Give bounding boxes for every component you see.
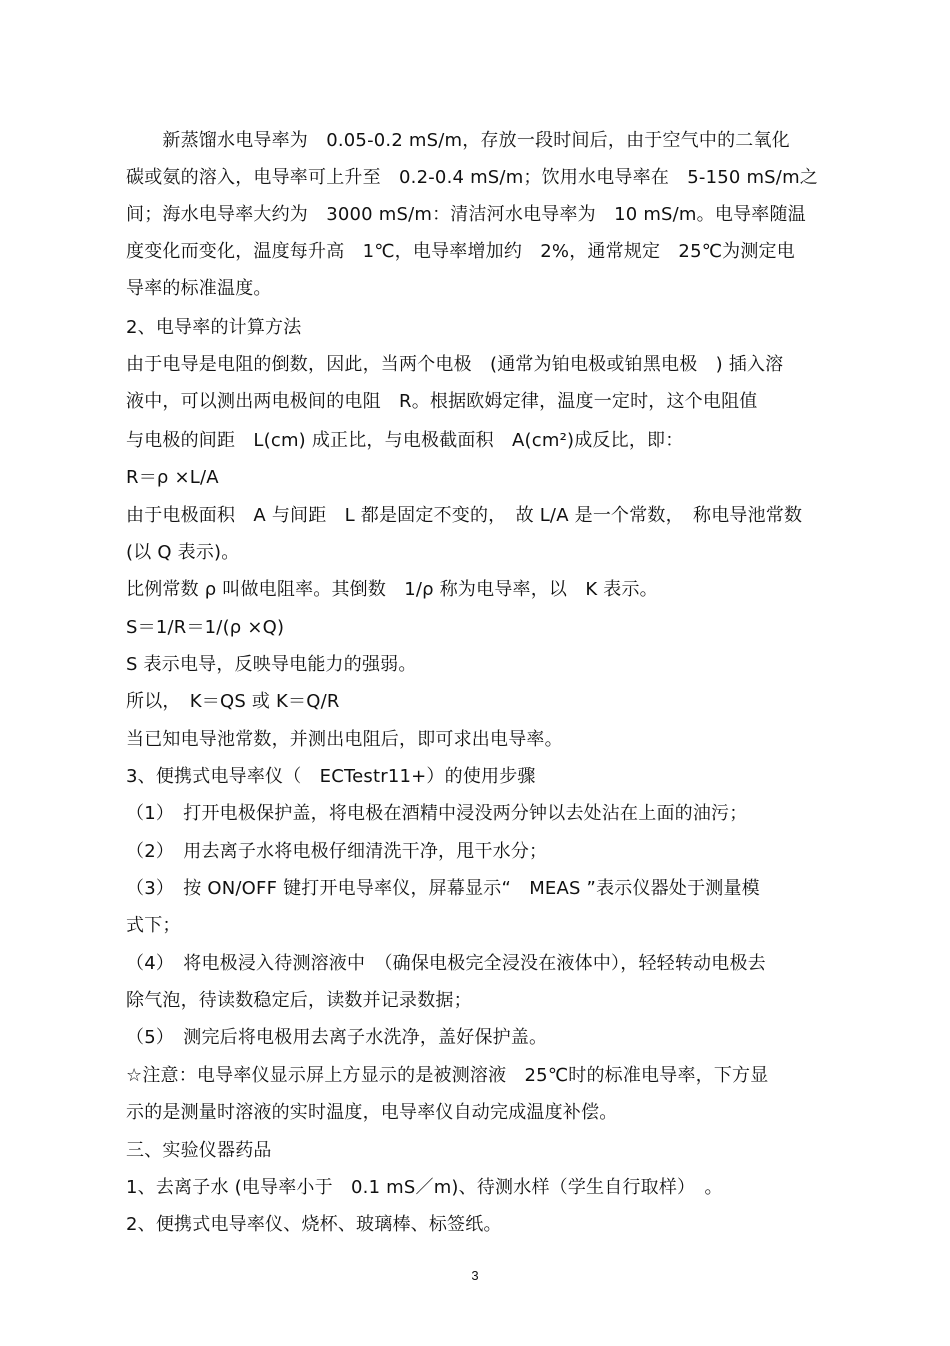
body-text-line: 碳或氨的溶入，电导率可上升至 0.2-0.4 mS/m；饮用水电导率在 5-150 mS/m之 xyxy=(126,167,819,188)
section-heading: 3、便携式电导率仪（ ECTestr11+）的使用步骤 xyxy=(126,766,536,787)
step-item-continued: 除气泡，待读数稳定后，读数并记录数据； xyxy=(126,990,472,1011)
body-text-line: 间；海水电导率大约为 3000 mS/m：清洁河水电导率为 10 mS/m。电导率随温 xyxy=(126,204,806,225)
section-heading: 2、电导率的计算方法 xyxy=(126,317,302,338)
note-line: ☆注意：电导率仪显示屏上方显示的是被测溶液 25℃时的标准电导率，下方显 xyxy=(126,1065,769,1086)
list-item: 1、去离子水 (电导率小于 0.1 mS／m)、待测水样（学生自行取样） 。 xyxy=(126,1177,723,1198)
body-text-line: 由于电极面积 A 与间距 L 都是固定不变的， 故 L/A 是一个常数， 称电导池常数 xyxy=(126,505,803,526)
step-item-continued: 式下； xyxy=(126,915,181,936)
formula-line: 所以， K＝QS 或 K＝Q/R xyxy=(126,691,340,712)
section-heading: 三、实验仪器药品 xyxy=(126,1140,272,1161)
step-item: （3） 按 ON/OFF 键打开电导率仪，屏幕显示“ MEAS ”表示仪器处于测量模 xyxy=(126,878,760,899)
formula-line: S＝1/R＝1/(ρ ×Q) xyxy=(126,617,285,638)
body-text-line: 导率的标准温度。 xyxy=(126,278,272,299)
step-item: （4） 将电极浸入待测溶液中 （确保电极完全浸没在液体中），轻轻转动电极去 xyxy=(126,953,766,974)
body-text-line: 与电极的间距 L(cm) 成正比，与电极截面积 A(cm²)成反比，即： xyxy=(126,430,684,451)
body-text-line: 新蒸馏水电导率为 0.05-0.2 mS/m，存放一段时间后，由于空气中的二氧化 xyxy=(126,130,790,151)
list-item: 2、便携式电导率仪、烧杯、玻璃棒、标签纸。 xyxy=(126,1214,502,1235)
step-item: （1） 打开电极保护盖，将电极在酒精中浸没两分钟以去处沾在上面的油污； xyxy=(126,803,748,824)
body-text-line: 液中，可以测出两电极间的电阻 R。根据欧姆定律，温度一定时，这个电阻值 xyxy=(126,391,758,412)
body-text-line: 当已知电导池常数，并测出电阻后，即可求出电导率。 xyxy=(126,729,563,750)
body-text-line: 比例常数 ρ 叫做电阻率。其倒数 1/ρ 称为电导率，以 K 表示。 xyxy=(126,579,658,600)
body-text-line: (以 Q 表示)。 xyxy=(126,542,240,563)
note-line: 示的是测量时溶液的实时温度，电导率仪自动完成温度补偿。 xyxy=(126,1102,618,1123)
body-text-line: 由于电导是电阻的倒数，因此，当两个电极 (通常为铂电极或铂黑电极 ) 插入溶 xyxy=(126,354,784,375)
body-text-line: 度变化而变化，温度每升高 1℃，电导率增加约 2%，通常规定 25℃为测定电 xyxy=(126,241,795,262)
step-item: （2） 用去离子水将电极仔细清洗干净，甩干水分； xyxy=(126,841,548,862)
formula-line: R＝ρ ×L/A xyxy=(126,467,219,488)
body-text-line: S 表示电导，反映导电能力的强弱。 xyxy=(126,654,417,675)
step-item: （5） 测完后将电极用去离子水洗净，盖好保护盖。 xyxy=(126,1027,548,1048)
page-number: 3 xyxy=(471,1268,479,1283)
